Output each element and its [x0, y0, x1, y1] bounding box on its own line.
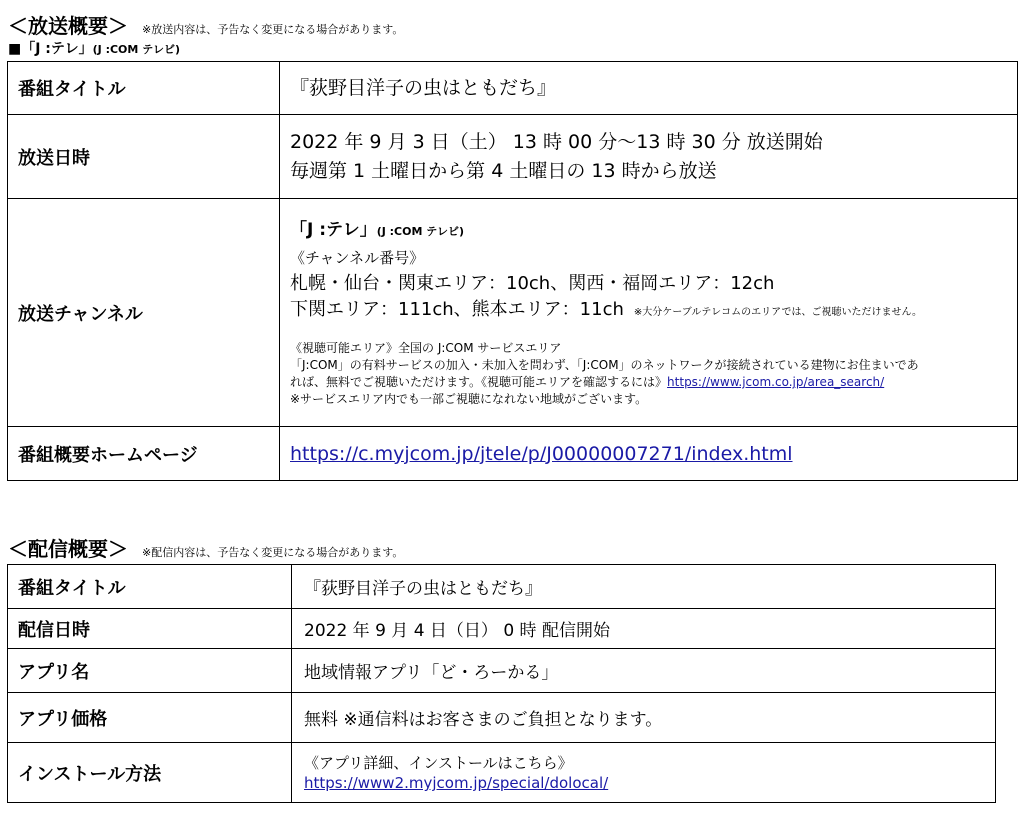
area-line: 《視聴可能エリア》全国の J:COM サービスエリア [290, 341, 562, 355]
area-desc-1: 「J:COM」の有料サービスの加入・未加入を問わず、「J:COM」のネットワークが接続されている建物にお住まいであ [290, 358, 919, 372]
install-link[interactable]: https://www2.myjcom.jp/special/dolocal/ [304, 774, 609, 792]
row-label-datetime: 放送日時 [8, 115, 280, 199]
row-label-homepage: 番組概要ホームページ [8, 427, 280, 481]
datetime-line-1: 2022 年 9 月 3 日（土） 13 時 00 分～13 時 30 分 放送開始 [290, 130, 823, 153]
channel-heading-small: (J :COM テレビ) [92, 43, 180, 56]
area-note: ※サービスエリア内でも一部ご視聴になれない地域がございます。 [290, 392, 648, 406]
channel-line-2 [290, 297, 1017, 326]
channel-line-2-text: 下関エリア：111ch、熊本エリア：11ch [290, 299, 624, 320]
dist-label-title: 番組タイトル [8, 565, 292, 609]
area-desc-2-text: れば、無料でご視聴いただけます。《視聴可能エリアを確認するには》 [290, 375, 668, 389]
channel-value [280, 199, 1018, 427]
channel-line-2-note: ※大分ケーブルテレコムのエリアでは、ご視聴いただけません。 [633, 307, 923, 318]
channel-name: 「J :テレ」 [290, 220, 377, 240]
datetime-line-2: 毎週第 1 土曜日から第 4 土曜日の 13 時から放送 [290, 159, 717, 182]
channel-line-1: 札幌・仙台・関東エリア：10ch、関西・福岡エリア：12ch [290, 273, 775, 294]
dist-datetime-value: 2022 年 9 月 4 日（日） 0 時 配信開始 [292, 609, 996, 649]
distribution-heading [8, 533, 403, 562]
distribution-title: ＜配信概要＞ [8, 537, 128, 561]
table-row [8, 743, 996, 803]
channel-number-label: 《チャンネル番号》 [290, 249, 425, 267]
channel-heading-text: ■「J :テレ」 [8, 41, 93, 57]
dist-title-value: 『荻野目洋子の虫はともだち』 [292, 565, 996, 609]
table-row [8, 565, 996, 609]
row-label-title: 番組タイトル [8, 62, 280, 115]
broadcast-table [7, 61, 1018, 481]
table-row [8, 115, 1018, 199]
dist-label-app-name: アプリ名 [8, 649, 292, 693]
table-row [8, 649, 996, 693]
row-label-channel: 放送チャンネル [8, 199, 280, 427]
homepage-value [280, 427, 1018, 481]
dist-app-price-value: 無料 ※通信料はお客さまのご負担となります。 [292, 693, 996, 743]
table-row [8, 427, 1018, 481]
program-title-value: 『荻野目洋子の虫はともだち』 [280, 62, 1018, 115]
dist-install-value [292, 743, 996, 803]
broadcast-title: ＜放送概要＞ [8, 14, 128, 38]
table-row [8, 199, 1018, 427]
broadcast-heading [8, 10, 403, 39]
homepage-link[interactable]: https://c.myjcom.jp/jtele/p/J00000007271/index.html [290, 442, 793, 465]
channel-name-line [290, 217, 1017, 245]
broadcast-note: ※放送内容は、予告なく変更になる場合があります。 [142, 23, 404, 36]
distribution-table [7, 564, 996, 803]
dist-label-install: インストール方法 [8, 743, 292, 803]
dist-label-datetime: 配信日時 [8, 609, 292, 649]
table-row [8, 609, 996, 649]
area-search-link[interactable]: https://www.jcom.co.jp/area_search/ [667, 375, 885, 389]
table-row [8, 62, 1018, 115]
distribution-note: ※配信内容は、予告なく変更になる場合があります。 [142, 546, 404, 559]
channel-heading [8, 38, 180, 58]
area-note-block [290, 340, 1017, 408]
table-row [8, 693, 996, 743]
channel-name-small: (J :COM テレビ) [376, 225, 465, 238]
area-desc-2 [290, 374, 1017, 391]
install-line-1: 《アプリ詳細、インストールはこちら》 [304, 754, 573, 772]
broadcast-datetime-value [280, 115, 1018, 199]
dist-app-name-value: 地域情報アプリ「ど・ろーかる」 [292, 649, 996, 693]
dist-label-app-price: アプリ価格 [8, 693, 292, 743]
